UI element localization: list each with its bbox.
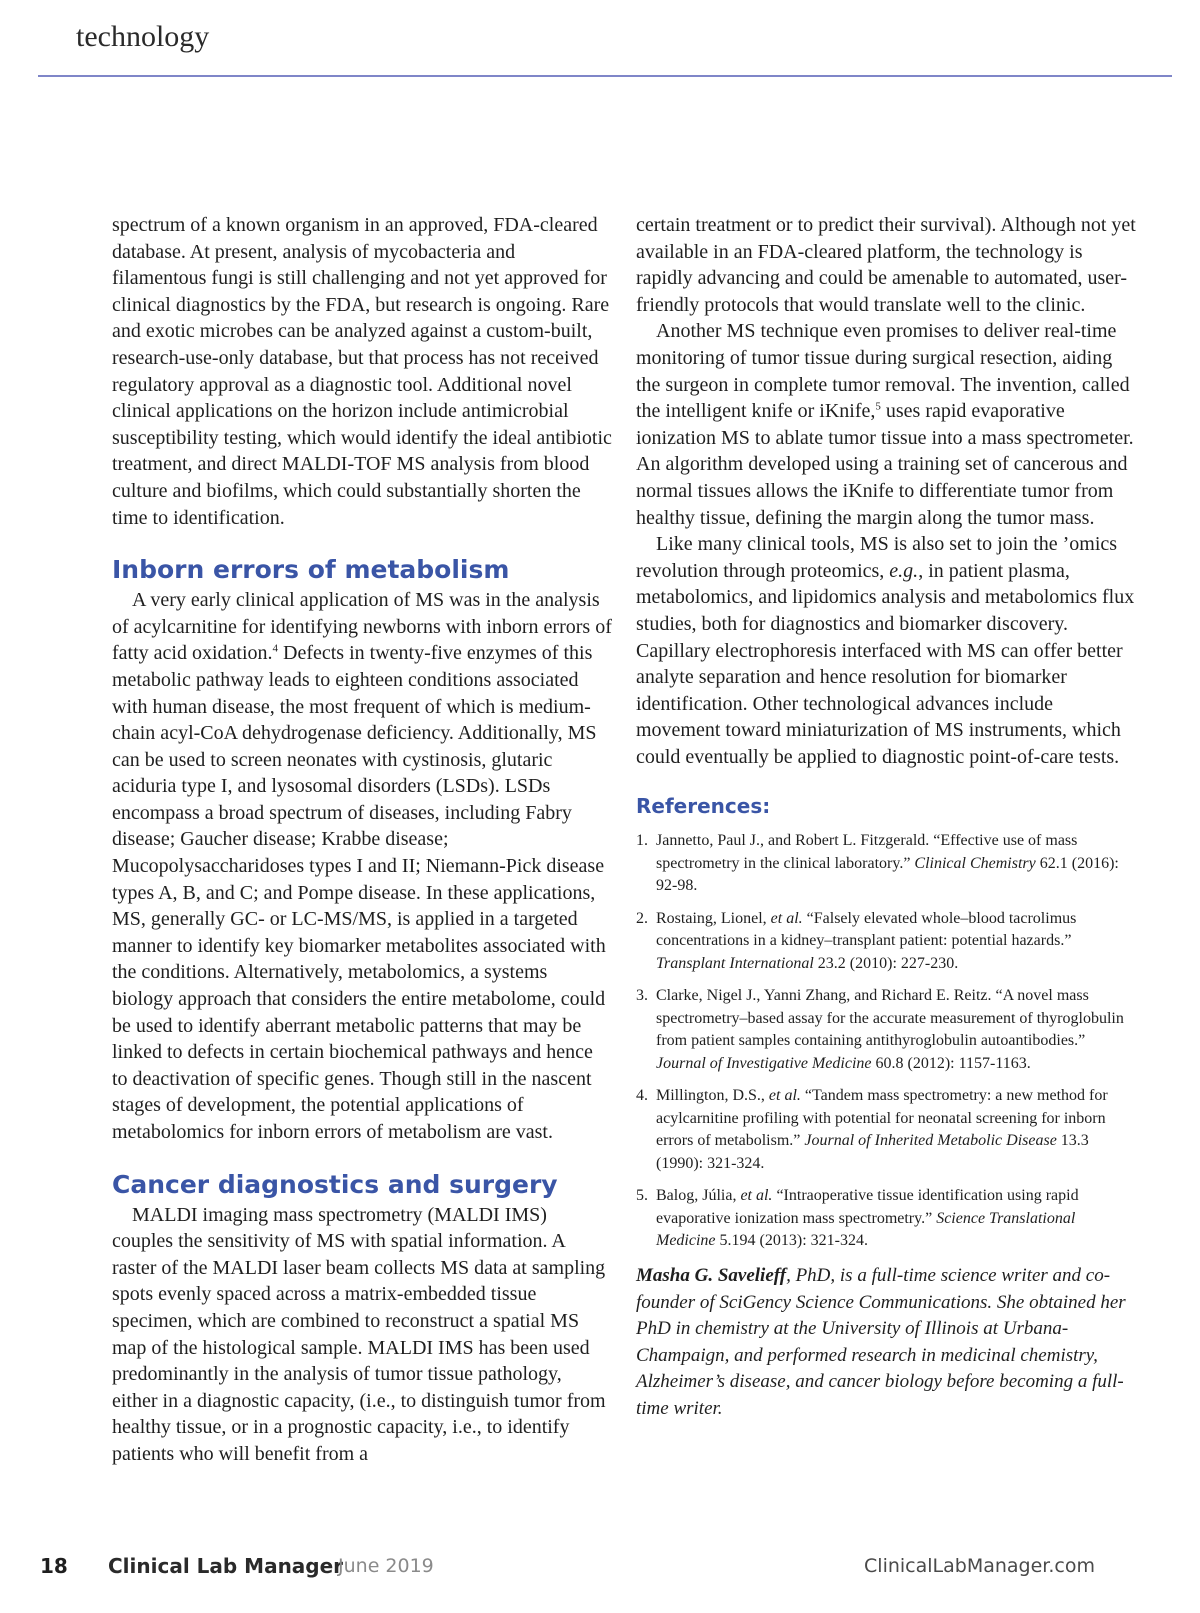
heading-references: References: bbox=[636, 794, 771, 819]
reference-details: 13.3 (1990): 321-324. bbox=[656, 1132, 1089, 1172]
author-bio bbox=[636, 1263, 1136, 1423]
section-label: technology bbox=[76, 20, 210, 53]
author-name: Masha G. Savelieff bbox=[636, 1264, 787, 1286]
reference-item bbox=[636, 1185, 1136, 1253]
page-number: 18 bbox=[40, 1554, 68, 1578]
header-rule bbox=[38, 75, 1172, 77]
magazine-title: Clinical Lab Manager bbox=[108, 1554, 344, 1578]
reference-text: Balog, Júlia, bbox=[656, 1187, 741, 1205]
reference-item bbox=[636, 908, 1136, 976]
website-link[interactable]: ClinicalLabManager.com bbox=[864, 1555, 1095, 1577]
reference-number: 1. bbox=[636, 832, 648, 850]
reference-title: “Intraoperative tissue identification using rapid evaporative ionization mass spectrometry.” bbox=[656, 1187, 1079, 1227]
reference-etal: et al. bbox=[768, 1087, 801, 1105]
iknife-paragraph bbox=[636, 318, 1136, 531]
reference-text: Millington, D.S., bbox=[656, 1087, 769, 1105]
reference-details: 60.8 (2012): 1157-1163. bbox=[871, 1054, 1031, 1072]
reference-title: “Tandem mass spectrometry: a new method for acylcarnitine profiling with potential for neonatal screening for inborn errors of metabolism.” bbox=[656, 1087, 1108, 1150]
omics-text-a: Like many clinical tools, MS is also set to join the ’omics revolution through proteomics, bbox=[636, 533, 1118, 582]
left-column bbox=[112, 212, 612, 1468]
citation-4: 4 bbox=[272, 642, 279, 655]
omics-text-b: , in patient plasma, metabolomics, and lipidomics analysis and metabolomics flux studies, both for diagnostics and biomarker discovery. Capillary electrophoresis interfaced with MS can offer better analyte separation and hence resolution for biomarker identification. Other technological advances include movement toward miniaturization of MS instruments, which could eventually be applied to diagnostic point-of-care tests. bbox=[636, 559, 1135, 768]
continued-paragraph: certain treatment or to predict their survival). Although not yet available in an FDA-cleared platform, the technology is rapidly advancing and could be amenable to automated, user-friendly protocols that would translate well to the clinic. bbox=[636, 214, 1136, 316]
reference-details: 62.1 (2016): 92-98. bbox=[656, 854, 1119, 895]
reference-number: 2. bbox=[636, 909, 648, 927]
intro-paragraph: spectrum of a known organism in an approved, FDA-cleared database. At present, analysis of mycobacteria and filamentous fungi is still challenging and not yet approved for clinical diagnostics by the FDA, but research is ongoing. Rare and exotic microbes can be analyzed against a custom-built, research-use-only database, but that process has not received regulatory approval as a diagnostic tool. Additional novel clinical applications on the horizon include antimicrobial susceptibility testing, which would identify the ideal antibiotic treatment, and direct MALDI-TOF MS analysis from blood culture and biofilms, which could substantially shorten the time to identification. bbox=[112, 214, 612, 529]
author-bio-text: , PhD, is a full-time science writer and co-founder of SciGency Science Communications. She obtained her PhD in chemistry at the University of Illinois at Urbana-Champaign, and performed research in medicinal chemistry, Alzheimer’s disease, and cancer biology before becoming a full-time writer. bbox=[636, 1264, 1126, 1419]
omics-eg: e.g. bbox=[889, 559, 919, 582]
reference-title: “Falsely elevated whole–blood tacrolimus concentrations in a kidney–transplant patient: potential hazards.” bbox=[656, 909, 1077, 950]
reference-journal: Science Translational Medicine bbox=[656, 1209, 1076, 1250]
reference-text: Rostaing, Lionel, bbox=[656, 909, 771, 927]
reference-etal: et al. bbox=[770, 909, 803, 927]
references-list bbox=[636, 830, 1136, 1253]
reference-journal: Journal of Inherited Metabolic Disease bbox=[804, 1132, 1057, 1150]
reference-item bbox=[636, 830, 1136, 898]
right-column bbox=[636, 212, 1136, 1423]
reference-journal: Clinical Chemistry bbox=[914, 854, 1036, 872]
reference-number: 5. bbox=[636, 1187, 648, 1205]
reference-number: 4. bbox=[636, 1087, 648, 1105]
iknife-text-a: Another MS technique even promises to deliver real-time monitoring of tumor tissue during surgical resection, aiding the surgeon in complete tumor removal. The invention, called the intelligent knife or iKnife, bbox=[636, 320, 1130, 423]
citation-5: 5 bbox=[875, 400, 881, 413]
reference-text: Jannetto, Paul J., and Robert L. Fitzgerald. “Effective use of mass spectrometry in the clinical laboratory.” bbox=[656, 832, 1078, 872]
inborn-paragraph bbox=[112, 587, 612, 1145]
reference-details: 5.194 (2013): 321-324. bbox=[715, 1232, 868, 1250]
heading-inborn-errors: Inborn errors of metabolism bbox=[112, 555, 510, 585]
reference-etal: et al. bbox=[740, 1187, 773, 1205]
issue-date: June 2019 bbox=[338, 1555, 434, 1577]
reference-number: 3. bbox=[636, 987, 648, 1005]
heading-cancer: Cancer diagnostics and surgery bbox=[112, 1169, 558, 1199]
reference-text: Clarke, Nigel J., Yanni Zhang, and Richard E. Reitz. “A novel mass spectrometry–based assay for the accurate measurement of thyroglobulin from patient samples containing antithyroglobulin autoantibodies.” bbox=[656, 987, 1124, 1050]
inborn-text-b: Defects in twenty-five enzymes of this metabolic pathway leads to eighteen conditions associated with human disease, the most frequent of which is medium-chain acyl-CoA dehydrogenase deficiency. Additionally, MS can be used to screen neonates with cystinosis, glutaric aciduria type I, and lysosomal disorders (LSDs). LSDs encompass a broad spectrum of diseases, including Fabry disease; Gaucher disease; Krabbe disease; Mucopolysaccharidoses types I and II; Niemann-Pick disease types A, B, and C; and Pompe disease. In these applications, MS, generally GC- or LC-MS/MS, is applied in a targeted manner to identify key biomarker metabolites associated with the conditions. Alternatively, metabolomics, a systems biology approach that considers the entire metabolome, could be used to identify aberrant metabolic patterns that may be linked to defects in certain biochemical pathways and hence to deactivation of specific genes. Though still in the nascent stages of development, the potential applications of metabolomics for inborn errors of metabolism are vast. bbox=[112, 642, 606, 1143]
reference-journal: Journal of Investigative Medicine bbox=[656, 1054, 872, 1072]
reference-item bbox=[636, 985, 1136, 1075]
reference-journal: Transplant International bbox=[656, 954, 814, 972]
reference-item bbox=[636, 1085, 1136, 1175]
reference-details: 23.2 (2010): 227-230. bbox=[813, 954, 959, 972]
omics-paragraph bbox=[636, 531, 1136, 770]
cancer-paragraph: MALDI imaging mass spectrometry (MALDI IMS) couples the sensitivity of MS with spatial information. A raster of the MALDI laser beam collects MS data at sampling spots evenly spaced across a matrix-embedded tissue specimen, which are combined to reconstruct a spatial MS map of the histological sample. MALDI IMS has been used predominantly in the analysis of tumor tissue pathology, either in a diagnostic capacity, (i.e., to distinguish tumor from healthy tissue, or in a prognostic capacity, i.e., to identify patients who will benefit from a bbox=[112, 1203, 606, 1465]
inborn-text-a: A very early clinical application of MS was in the analysis of acylcarnitine for identifying newborns with inborn errors of fatty acid oxidation. bbox=[112, 589, 612, 665]
iknife-text-b: uses rapid evaporative ionization MS to ablate tumor tissue into a mass spectrometer. An algorithm developed using a training set of cancerous and normal tissues allows the iKnife to differentiate tumor from healthy tissue, defining the margin along the tumor mass. bbox=[636, 400, 1134, 529]
